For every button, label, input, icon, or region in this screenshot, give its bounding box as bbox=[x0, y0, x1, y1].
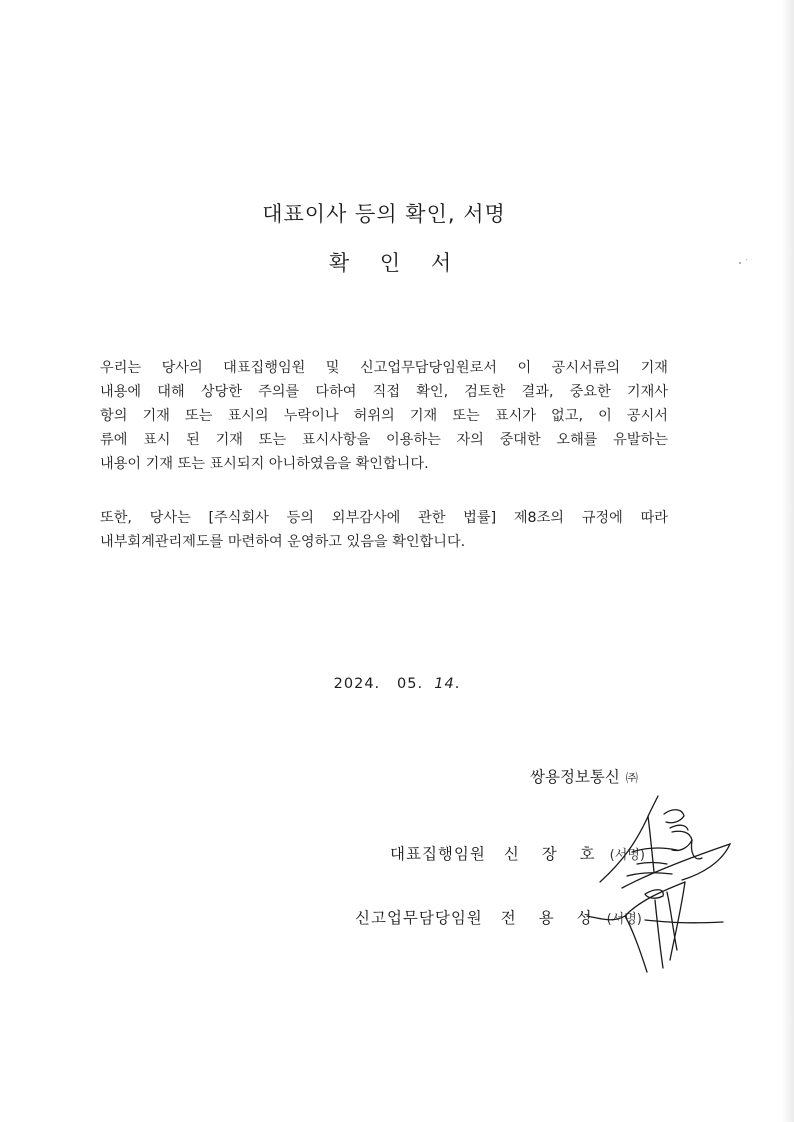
company-name-block bbox=[530, 765, 638, 787]
signer-name: 전 용 성 bbox=[500, 909, 601, 927]
company-name: 쌍용정보통신 bbox=[530, 768, 620, 786]
paragraph-line: 우리는 당사의 대표집행임원 및 신고업무담당임원로서 이 공시서류의 기재 bbox=[100, 360, 668, 376]
date-year: 2024. bbox=[333, 676, 381, 692]
internal-control-paragraph bbox=[100, 506, 668, 554]
signature-placeholder: (서명) bbox=[606, 912, 642, 927]
paragraph-line: 항의 기재 또는 표시의 누락이나 허위의 기재 또는 표시가 없고, 이 공시서 bbox=[100, 408, 668, 424]
signer-disclosure-officer bbox=[355, 906, 642, 928]
paragraph-line: 또한, 당사는 [주식회사 등의 외부감사에 관한 법률] 제8조의 규정에 따라 bbox=[100, 510, 668, 526]
signer-ceo bbox=[390, 842, 645, 864]
document-subtitle: 확 인 서 bbox=[328, 251, 464, 275]
date-suffix: . bbox=[454, 676, 461, 692]
date-month: 05. bbox=[397, 676, 424, 692]
signer-role: 신고업무담당임원 bbox=[355, 909, 483, 927]
confirmation-paragraph bbox=[100, 356, 668, 476]
paragraph-line: 내용에 대해 상당한 주의를 다하여 직접 확인, 검토한 결과, 중요한 기재사 bbox=[100, 384, 668, 400]
date-day-handwritten: 14 bbox=[434, 676, 455, 692]
signature-placeholder: (서명) bbox=[609, 848, 645, 863]
paragraph-line: 류에 표시 된 기재 또는 표시사항을 이용하는 자의 중대한 오해를 유발하는 bbox=[100, 432, 668, 448]
paragraph-line: 내용이 기재 또는 표시되지 아니하였음을 확인합니다. bbox=[100, 456, 429, 472]
scan-page-edge bbox=[782, 0, 794, 1122]
paragraph-line: 내부회계관리제도를 마련하여 운영하고 있음을 확인합니다. bbox=[100, 534, 466, 550]
document-date bbox=[0, 676, 794, 692]
handwritten-signature-icon bbox=[585, 880, 725, 980]
signer-role: 대표집행임원 bbox=[390, 845, 486, 863]
signer-name: 신 장 호 bbox=[503, 845, 604, 863]
document-title: 대표이사 등의 확인, 서명 bbox=[262, 202, 506, 226]
corporation-mark: ㈜ bbox=[625, 771, 638, 785]
